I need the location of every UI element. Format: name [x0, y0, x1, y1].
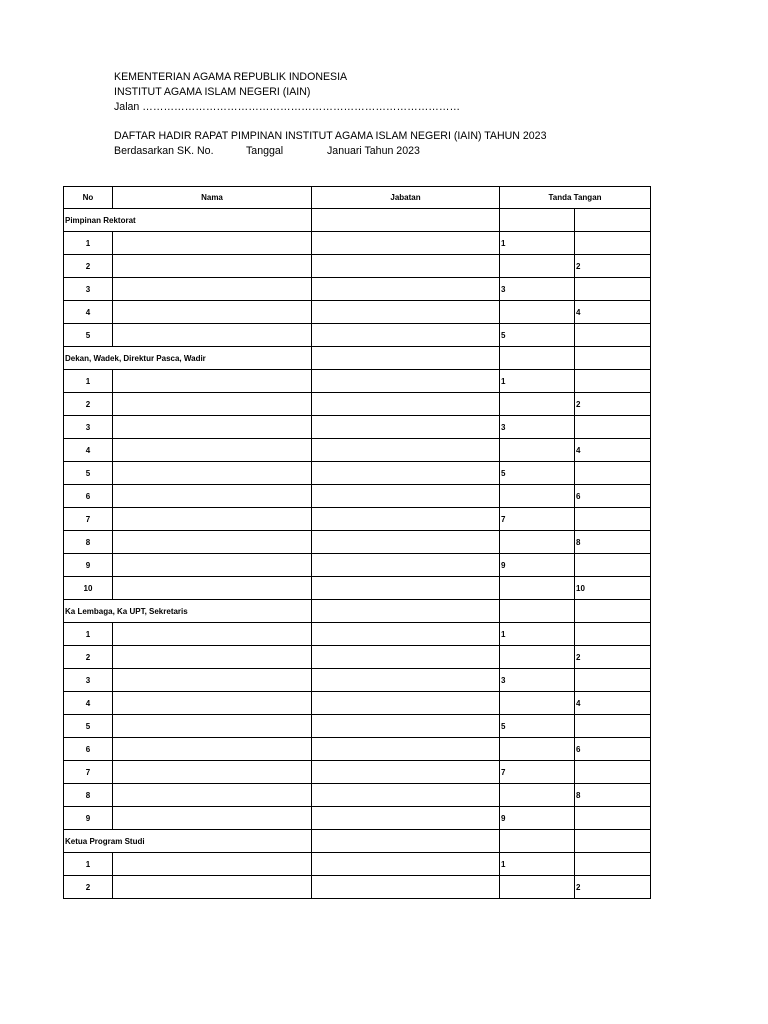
table-row	[64, 715, 651, 738]
position-cell[interactable]	[312, 669, 500, 692]
signature-cell-left[interactable]	[500, 531, 575, 554]
row-number: 8	[64, 531, 113, 554]
signature-cell-right[interactable]	[575, 232, 651, 255]
row-number: 3	[64, 416, 113, 439]
position-cell[interactable]	[312, 646, 500, 669]
table-row	[64, 784, 651, 807]
name-cell[interactable]	[113, 393, 312, 416]
signature-cell-right[interactable]	[575, 416, 651, 439]
name-cell[interactable]	[113, 508, 312, 531]
address-line: Jalan ………………………………………………………………………………	[114, 101, 461, 113]
row-number: 1	[64, 623, 113, 646]
signature-cell-left[interactable]	[500, 324, 575, 347]
signature-number: 8	[576, 537, 581, 547]
section-empty-cell	[312, 347, 500, 370]
row-number: 8	[64, 784, 113, 807]
row-number: 9	[64, 554, 113, 577]
table-row	[64, 692, 651, 715]
signature-cell-left[interactable]	[500, 876, 575, 899]
signature-cell-left[interactable]	[500, 370, 575, 393]
signature-cell-right[interactable]	[575, 761, 651, 784]
signature-cell-right[interactable]	[575, 669, 651, 692]
signature-cell-left[interactable]	[500, 692, 575, 715]
signature-cell-left[interactable]	[500, 255, 575, 278]
signature-cell-right[interactable]	[575, 577, 651, 600]
section-row	[64, 209, 651, 232]
signature-cell-left[interactable]	[500, 669, 575, 692]
row-number: 10	[64, 577, 113, 600]
position-cell[interactable]	[312, 370, 500, 393]
row-number: 1	[64, 370, 113, 393]
table-row	[64, 232, 651, 255]
signature-cell-left[interactable]	[500, 761, 575, 784]
signature-cell-right[interactable]	[575, 393, 651, 416]
section-title: Ketua Program Studi	[64, 830, 312, 853]
row-number: 1	[64, 853, 113, 876]
section-empty-cell	[500, 600, 575, 623]
column-header-tanda-tangan: Tanda Tangan	[500, 187, 651, 209]
section-empty-cell	[312, 830, 500, 853]
signature-cell-right[interactable]	[575, 508, 651, 531]
row-number: 7	[64, 761, 113, 784]
section-empty-cell	[575, 600, 651, 623]
signature-cell-right[interactable]	[575, 853, 651, 876]
signature-cell-left[interactable]	[500, 807, 575, 830]
name-cell[interactable]	[113, 807, 312, 830]
table-row	[64, 531, 651, 554]
section-empty-cell	[575, 830, 651, 853]
reference-sk: Berdasarkan SK. No.	[114, 145, 214, 157]
signature-number: 4	[576, 445, 581, 455]
table-row	[64, 646, 651, 669]
signature-cell-right[interactable]	[575, 784, 651, 807]
position-cell[interactable]	[312, 508, 500, 531]
signature-number: 6	[576, 744, 581, 754]
name-cell[interactable]	[113, 876, 312, 899]
signature-number: 1	[501, 859, 506, 869]
section-title: Dekan, Wadek, Direktur Pasca, Wadir	[64, 347, 312, 370]
signature-cell-right[interactable]	[575, 715, 651, 738]
position-cell[interactable]	[312, 485, 500, 508]
table-header-row	[64, 187, 651, 209]
signature-cell-left[interactable]	[500, 623, 575, 646]
position-cell[interactable]	[312, 623, 500, 646]
signature-number: 2	[576, 882, 581, 892]
section-row	[64, 600, 651, 623]
column-header-no: No	[64, 187, 113, 209]
signature-cell-right[interactable]	[575, 301, 651, 324]
section-row	[64, 830, 651, 853]
signature-number: 5	[501, 721, 506, 731]
signature-number: 9	[501, 560, 506, 570]
reference-month-year: Januari Tahun 2023	[327, 145, 420, 157]
row-number: 5	[64, 462, 113, 485]
name-cell[interactable]	[113, 761, 312, 784]
signature-cell-right[interactable]	[575, 439, 651, 462]
signature-cell-left[interactable]	[500, 462, 575, 485]
name-cell[interactable]	[113, 646, 312, 669]
row-number: 2	[64, 646, 113, 669]
signature-cell-left[interactable]	[500, 278, 575, 301]
signature-cell-right[interactable]	[575, 738, 651, 761]
name-cell[interactable]	[113, 416, 312, 439]
table-row	[64, 439, 651, 462]
section-empty-cell	[500, 830, 575, 853]
name-cell[interactable]	[113, 623, 312, 646]
signature-cell-left[interactable]	[500, 301, 575, 324]
signature-cell-left[interactable]	[500, 577, 575, 600]
signature-number: 2	[576, 652, 581, 662]
signature-number: 1	[501, 238, 506, 248]
position-cell[interactable]	[312, 416, 500, 439]
position-cell[interactable]	[312, 807, 500, 830]
section-empty-cell	[312, 209, 500, 232]
table-row	[64, 738, 651, 761]
name-cell[interactable]	[113, 439, 312, 462]
table-row	[64, 876, 651, 899]
position-cell[interactable]	[312, 554, 500, 577]
position-cell[interactable]	[312, 577, 500, 600]
signature-cell-left[interactable]	[500, 853, 575, 876]
table-row	[64, 623, 651, 646]
column-header-nama: Nama	[113, 187, 312, 209]
name-cell[interactable]	[113, 232, 312, 255]
row-number: 2	[64, 255, 113, 278]
document-header	[114, 70, 546, 159]
signature-number: 6	[576, 491, 581, 501]
row-number: 3	[64, 669, 113, 692]
signature-number: 3	[501, 422, 506, 432]
section-empty-cell	[575, 347, 651, 370]
attendance-table	[63, 186, 651, 899]
position-cell[interactable]	[312, 232, 500, 255]
section-empty-cell	[500, 347, 575, 370]
table-row	[64, 485, 651, 508]
signature-cell-right[interactable]	[575, 324, 651, 347]
table-row	[64, 508, 651, 531]
signature-number: 4	[576, 698, 581, 708]
name-cell[interactable]	[113, 692, 312, 715]
table-row	[64, 462, 651, 485]
signature-cell-right[interactable]	[575, 554, 651, 577]
signature-cell-right[interactable]	[575, 623, 651, 646]
name-cell[interactable]	[113, 278, 312, 301]
signature-cell-right[interactable]	[575, 692, 651, 715]
table-row	[64, 370, 651, 393]
signature-cell-right[interactable]	[575, 462, 651, 485]
signature-cell-left[interactable]	[500, 232, 575, 255]
name-cell[interactable]	[113, 784, 312, 807]
section-title: Pimpinan Rektorat	[64, 209, 312, 232]
table-row	[64, 324, 651, 347]
signature-cell-left[interactable]	[500, 738, 575, 761]
row-number: 2	[64, 876, 113, 899]
signature-number: 3	[501, 675, 506, 685]
name-cell[interactable]	[113, 853, 312, 876]
signature-number: 9	[501, 813, 506, 823]
document-title: DAFTAR HADIR RAPAT PIMPINAN INSTITUT AGAMA ISLAM NEGERI (IAIN) TAHUN 2023	[114, 130, 547, 142]
institute-name: INSTITUT AGAMA ISLAM NEGERI (IAIN)	[114, 86, 311, 98]
position-cell[interactable]	[312, 301, 500, 324]
section-empty-cell	[500, 209, 575, 232]
reference-line	[114, 144, 546, 159]
name-cell[interactable]	[113, 301, 312, 324]
row-number: 3	[64, 278, 113, 301]
position-cell[interactable]	[312, 853, 500, 876]
position-cell[interactable]	[312, 324, 500, 347]
row-number: 4	[64, 692, 113, 715]
signature-cell-left[interactable]	[500, 393, 575, 416]
position-cell[interactable]	[312, 692, 500, 715]
signature-number: 3	[501, 284, 506, 294]
name-cell[interactable]	[113, 324, 312, 347]
name-cell[interactable]	[113, 738, 312, 761]
signature-cell-right[interactable]	[575, 807, 651, 830]
position-cell[interactable]	[312, 876, 500, 899]
section-row	[64, 347, 651, 370]
section-empty-cell	[312, 600, 500, 623]
signature-cell-right[interactable]	[575, 876, 651, 899]
table-row	[64, 577, 651, 600]
signature-number: 1	[501, 629, 506, 639]
signature-cell-right[interactable]	[575, 370, 651, 393]
row-number: 2	[64, 393, 113, 416]
table-row	[64, 393, 651, 416]
name-cell[interactable]	[113, 577, 312, 600]
name-cell[interactable]	[113, 669, 312, 692]
signature-cell-left[interactable]	[500, 784, 575, 807]
row-number: 6	[64, 485, 113, 508]
table-row	[64, 278, 651, 301]
name-cell[interactable]	[113, 255, 312, 278]
position-cell[interactable]	[312, 439, 500, 462]
name-cell[interactable]	[113, 370, 312, 393]
signature-cell-right[interactable]	[575, 531, 651, 554]
name-cell[interactable]	[113, 485, 312, 508]
signature-number: 5	[501, 330, 506, 340]
signature-number: 1	[501, 376, 506, 386]
table-row	[64, 255, 651, 278]
row-number: 5	[64, 324, 113, 347]
signature-number: 5	[501, 468, 506, 478]
table-body	[64, 209, 651, 899]
column-header-jabatan: Jabatan	[312, 187, 500, 209]
row-number: 1	[64, 232, 113, 255]
signature-number: 2	[576, 399, 581, 409]
signature-number: 2	[576, 261, 581, 271]
row-number: 7	[64, 508, 113, 531]
reference-date-label: Tanggal	[246, 145, 284, 157]
signature-cell-right[interactable]	[575, 255, 651, 278]
table-row	[64, 301, 651, 324]
position-cell[interactable]	[312, 715, 500, 738]
signature-number: 8	[576, 790, 581, 800]
signature-cell-left[interactable]	[500, 508, 575, 531]
signature-cell-left[interactable]	[500, 485, 575, 508]
name-cell[interactable]	[113, 554, 312, 577]
signature-cell-left[interactable]	[500, 416, 575, 439]
signature-cell-right[interactable]	[575, 646, 651, 669]
signature-cell-right[interactable]	[575, 278, 651, 301]
row-number: 4	[64, 301, 113, 324]
table-row	[64, 669, 651, 692]
position-cell[interactable]	[312, 761, 500, 784]
position-cell[interactable]	[312, 738, 500, 761]
position-cell[interactable]	[312, 393, 500, 416]
position-cell[interactable]	[312, 255, 500, 278]
row-number: 5	[64, 715, 113, 738]
table-row	[64, 416, 651, 439]
signature-cell-left[interactable]	[500, 439, 575, 462]
signature-number: 7	[501, 767, 506, 777]
table-row	[64, 807, 651, 830]
row-number: 4	[64, 439, 113, 462]
signature-cell-left[interactable]	[500, 554, 575, 577]
row-number: 9	[64, 807, 113, 830]
signature-cell-left[interactable]	[500, 715, 575, 738]
table-row	[64, 554, 651, 577]
table-row	[64, 853, 651, 876]
position-cell[interactable]	[312, 462, 500, 485]
name-cell[interactable]	[113, 462, 312, 485]
signature-number: 10	[576, 583, 585, 593]
signature-cell-left[interactable]	[500, 646, 575, 669]
name-cell[interactable]	[113, 715, 312, 738]
signature-number: 4	[576, 307, 581, 317]
position-cell[interactable]	[312, 784, 500, 807]
row-number: 6	[64, 738, 113, 761]
position-cell[interactable]	[312, 531, 500, 554]
name-cell[interactable]	[113, 531, 312, 554]
table-row	[64, 761, 651, 784]
position-cell[interactable]	[312, 278, 500, 301]
section-empty-cell	[575, 209, 651, 232]
signature-cell-right[interactable]	[575, 485, 651, 508]
signature-number: 7	[501, 514, 506, 524]
section-title: Ka Lembaga, Ka UPT, Sekretaris	[64, 600, 312, 623]
ministry-name: KEMENTERIAN AGAMA REPUBLIK INDONESIA	[114, 71, 348, 83]
